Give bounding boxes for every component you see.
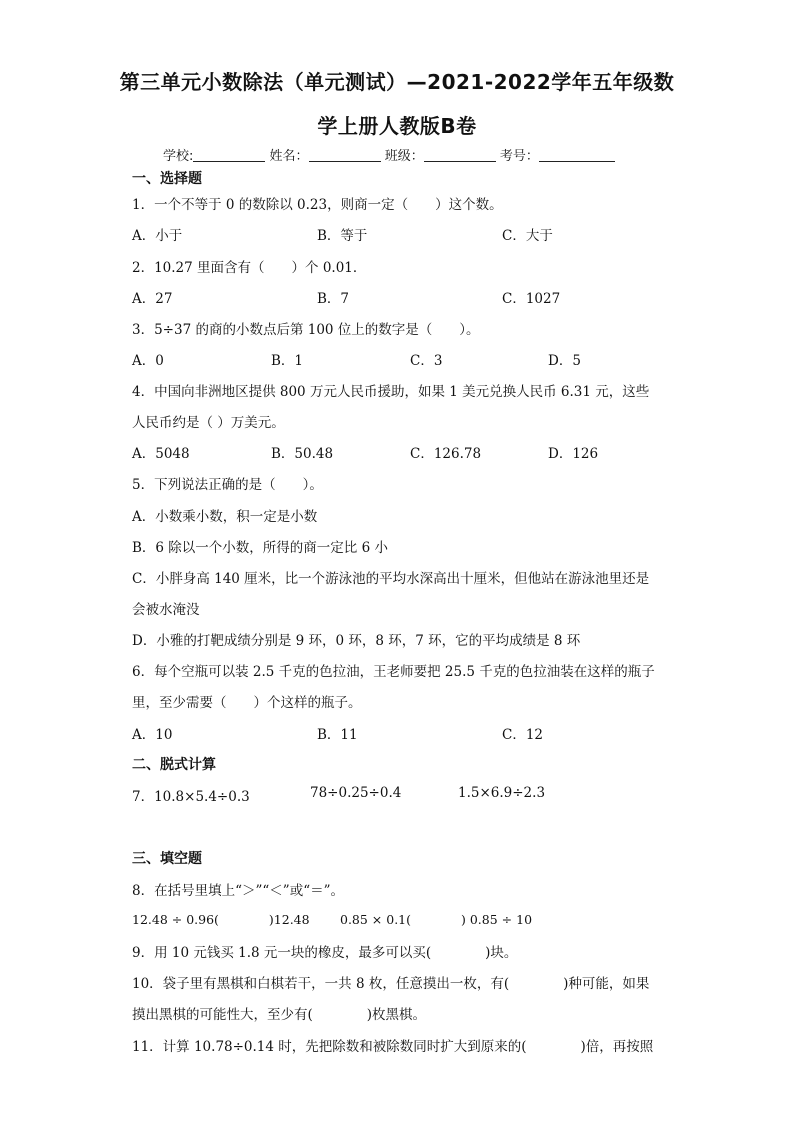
class-blank[interactable] xyxy=(424,149,496,162)
q6-stem-line-2: 里，至少需要（ ）个这样的瓶子。 xyxy=(132,695,362,711)
q1-stem: 1．一个不等于 0 的数除以 0.23，则商一定（ ）这个数。 xyxy=(132,197,503,213)
q11-stem: 11．计算 10.78÷0.14 时，先把除数和被除数同时扩大到原来的( )倍，再按照 xyxy=(132,1039,654,1055)
q5-stem: 5．下列说法正确的是（ ）。 xyxy=(132,477,323,493)
school-blank[interactable] xyxy=(193,149,265,162)
q4-stem-line-1: 4．中国向非洲地区提供 800 万元人民币援助，如果 1 美元兑换人民币 6.31 元，这些 xyxy=(132,384,650,400)
q5-option-b: B．6 除以一个小数，所得的商一定比 6 小 xyxy=(132,540,388,556)
q4-stem-line-2: 人民币约是（ ）万美元。 xyxy=(132,415,285,431)
q6-option-a: A．10 xyxy=(132,727,173,743)
number-blank[interactable] xyxy=(539,149,615,162)
q7-expression-1: 7．10.8×5.4÷0.3 xyxy=(132,789,250,805)
q5-option-c-line-2: 会被水淹没 xyxy=(132,602,200,618)
q6-stem-line-1: 6．每个空瓶可以装 2.5 千克的色拉油，王老师要把 25.5 千克的色拉油装在这样的瓶子 xyxy=(132,664,655,680)
section-fill-heading: 三、填空题 xyxy=(132,851,202,867)
student-info-row xyxy=(163,145,615,164)
q10-stem-line-1: 10．袋子里有黑棋和白棋若干，一共 8 枚，任意摸出一枚，有( )种可能，如果 xyxy=(132,976,650,992)
q3-option-c: C．3 xyxy=(410,353,443,369)
number-label: 考号： xyxy=(499,149,539,164)
q1-option-a: A．小于 xyxy=(132,228,183,244)
name-label: 姓名： xyxy=(269,149,309,164)
page-title-line-1: 第三单元小数除法（单元测试）—2021-2022学年五年级数 xyxy=(119,70,675,94)
q2-option-a: A．27 xyxy=(132,291,173,307)
q8-stem: 8．在括号里填上“＞”“＜”或“＝”。 xyxy=(132,883,344,899)
q7-expression-2: 78÷0.25÷0.4 xyxy=(310,785,402,801)
name-blank[interactable] xyxy=(309,149,381,162)
q5-option-d: D．小雅的打靶成绩分别是 9 环，0 环，8 环，7 环，它的平均成绩是 8 环 xyxy=(132,633,581,649)
q7-expression-3: 1.5×6.9÷2.3 xyxy=(458,785,546,801)
q3-option-b: B．1 xyxy=(271,353,304,369)
q6-option-b: B．11 xyxy=(317,727,358,743)
q6-option-c: C．12 xyxy=(502,727,544,743)
page-title-line-2: 学上册人教版B卷 xyxy=(317,114,477,138)
q8-expression-1: 12.48 ÷ 0.96( )12.48 xyxy=(132,912,310,927)
q4-option-c: C．126.78 xyxy=(410,446,482,462)
q3-stem: 3．5÷37 的商的小数点后第 100 位上的数字是（ ）。 xyxy=(132,322,480,338)
q2-stem: 2．10.27 里面含有（ ）个 0.01． xyxy=(132,260,367,276)
q10-stem-line-2: 摸出黑棋的可能性大，至少有( )枚黑棋。 xyxy=(132,1007,427,1023)
class-label: 班级： xyxy=(384,149,424,164)
q5-option-c-line-1: C．小胖身高 140 厘米，比一个游泳池的平均水深高出十厘米，但他站在游泳池里还是 xyxy=(132,571,650,587)
q2-option-b: B．7 xyxy=(317,291,350,307)
q9-stem: 9．用 10 元钱买 1.8 元一块的橡皮，最多可以买( )块。 xyxy=(132,945,518,961)
q4-option-d: D．126 xyxy=(548,446,599,462)
section-calculation-heading: 二、脱式计算 xyxy=(132,757,216,773)
q2-option-c: C．1027 xyxy=(502,291,561,307)
q3-option-d: D．5 xyxy=(548,353,581,369)
q1-option-b: B．等于 xyxy=(317,228,368,244)
school-label: 学校: xyxy=(163,149,194,164)
q5-option-a: A．小数乘小数，积一定是小数 xyxy=(132,509,318,525)
q4-option-b: B．50.48 xyxy=(271,446,334,462)
q8-expression-2: 0.85 × 0.1( ) 0.85 ÷ 10 xyxy=(340,912,533,927)
q3-option-a: A．0 xyxy=(132,353,164,369)
q4-option-a: A．5048 xyxy=(132,446,190,462)
q1-option-c: C．大于 xyxy=(502,228,553,244)
section-choice-heading: 一、选择题 xyxy=(132,171,202,187)
